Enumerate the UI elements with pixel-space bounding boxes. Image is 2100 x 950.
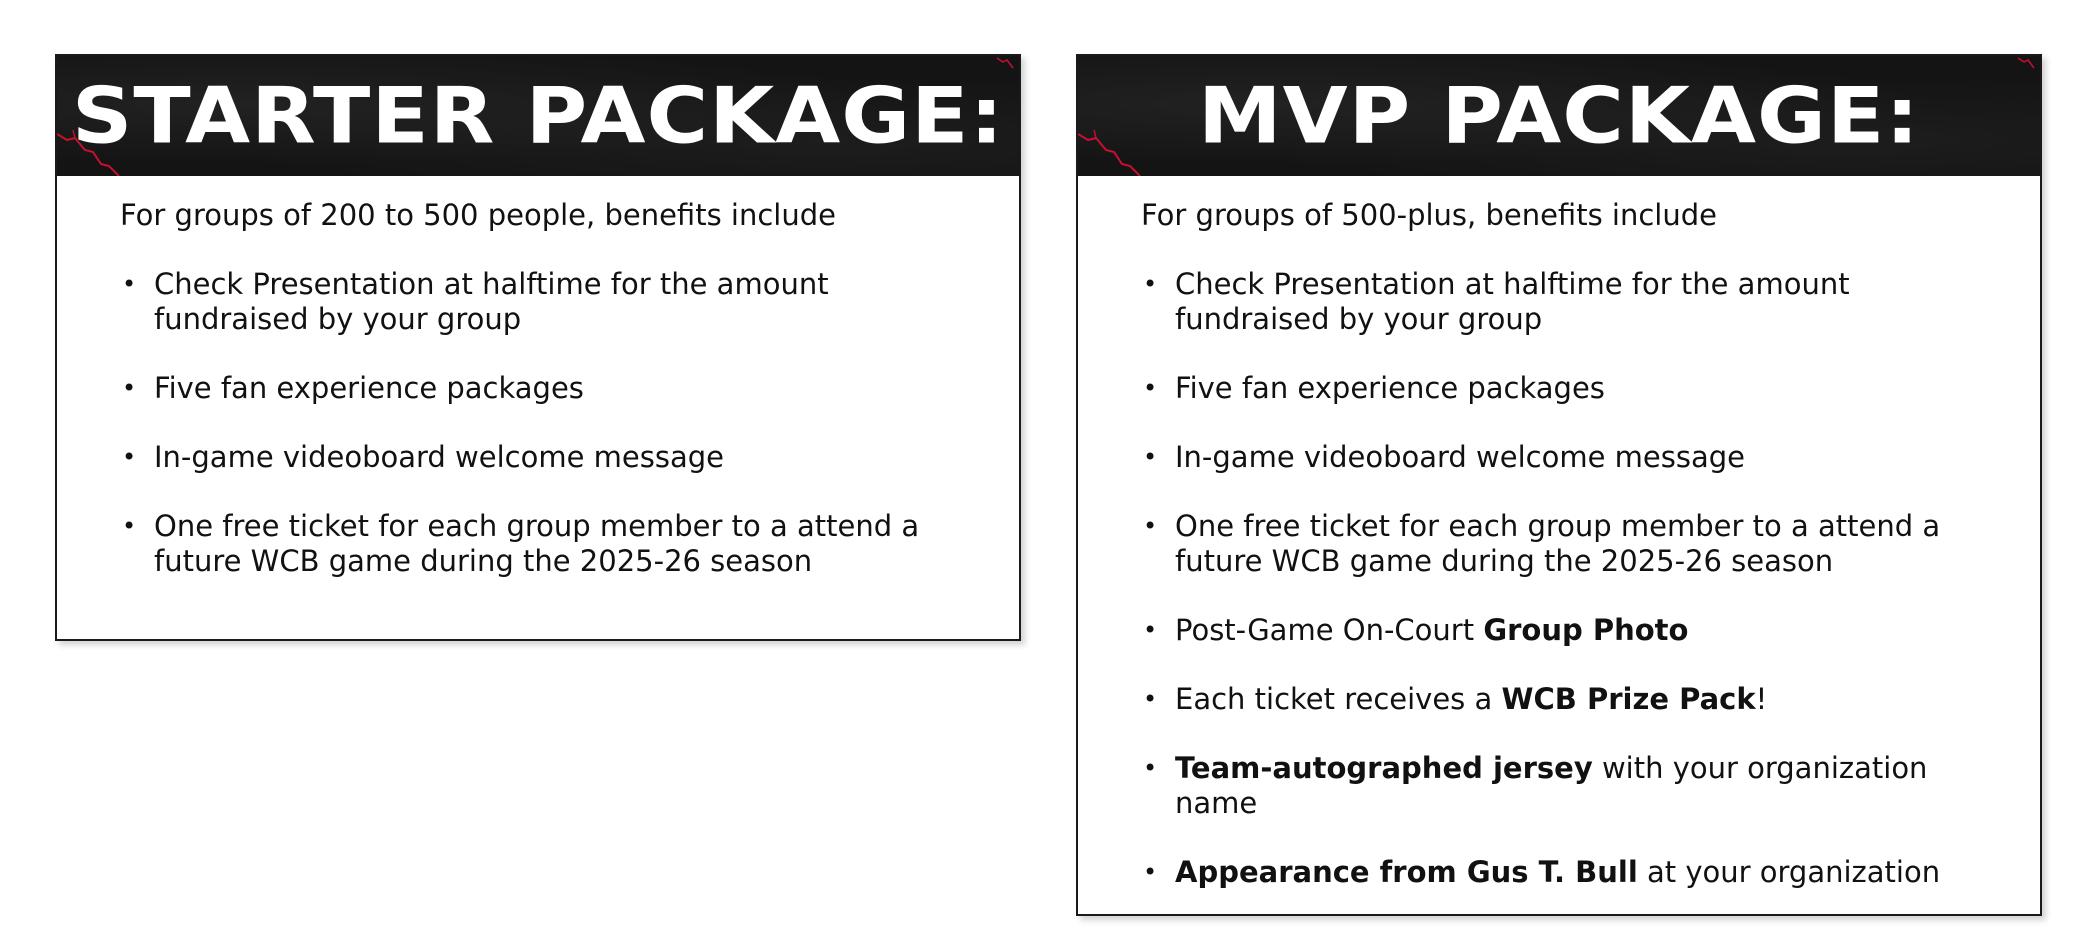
- mvp-benefits-list: [1141, 267, 1980, 890]
- benefit-text: [1175, 613, 1688, 647]
- bullet-icon: •: [1143, 616, 1158, 644]
- list-item: [1141, 371, 1980, 406]
- benefit-text-plain: Post-Game On-Court: [1175, 613, 1484, 647]
- starter-package-card: [55, 54, 1021, 641]
- bullet-icon: •: [122, 270, 137, 298]
- starter-package-intro: For groups of 200 to 500 people, benefits include: [120, 198, 836, 232]
- list-item: [1141, 682, 1980, 717]
- benefit-text-bold: WCB Prize Pack: [1501, 682, 1756, 716]
- benefit-text: [1175, 751, 1927, 820]
- benefit-text: One free ticket for each group member to a attend a future WCB game during the 2025-26 season: [1175, 509, 1941, 578]
- list-item: [1141, 613, 1980, 648]
- mvp-package-card: [1076, 54, 2042, 916]
- bullet-icon: •: [1143, 512, 1158, 540]
- mvp-package-title: MVP PACKAGE:: [1198, 70, 1920, 162]
- mvp-package-body: [1078, 176, 2040, 890]
- benefit-text: [1175, 855, 1940, 889]
- bullet-icon: •: [1143, 858, 1158, 886]
- benefit-text-bold: Team-autographed jersey: [1175, 751, 1593, 785]
- benefit-text: Check Presentation at halftime for the amount fundraised by your group: [1175, 267, 1850, 336]
- list-item: [1141, 751, 1980, 821]
- list-item: [1141, 267, 1980, 337]
- benefit-text-plain: with your organization name: [1175, 751, 1928, 820]
- bullet-icon: •: [122, 443, 137, 471]
- mvp-package-header: [1078, 56, 2040, 176]
- list-item: [120, 267, 959, 337]
- starter-package-body: [57, 176, 1019, 579]
- bullet-icon: •: [122, 374, 137, 402]
- red-crack-decoration: [1078, 126, 1148, 176]
- list-item: [120, 440, 959, 475]
- list-item: [1141, 440, 1980, 475]
- list-item: [1141, 509, 1980, 579]
- bullet-icon: •: [1143, 685, 1158, 713]
- bullet-icon: •: [1143, 754, 1158, 782]
- bullet-icon: •: [1143, 443, 1158, 471]
- starter-package-header: [57, 56, 1019, 176]
- benefit-text: Five fan experience packages: [1175, 371, 1605, 405]
- benefit-text: One free ticket for each group member to a attend a future WCB game during the 2025-26 season: [154, 509, 920, 578]
- mvp-package-intro: For groups of 500-plus, benefits include: [1141, 198, 1717, 232]
- benefit-text-plain: !: [1755, 682, 1768, 716]
- starter-benefits-list: [120, 267, 959, 579]
- list-item: [120, 371, 959, 406]
- red-crack-decoration: [2016, 56, 2036, 72]
- benefit-text: Check Presentation at halftime for the amount fundraised by your group: [154, 267, 829, 336]
- starter-package-title: STARTER PACKAGE:: [71, 70, 1005, 162]
- red-crack-decoration: [995, 56, 1015, 72]
- benefit-text-plain: Each ticket receives a: [1175, 682, 1502, 716]
- list-item: [1141, 855, 1980, 890]
- benefit-text-bold: Group Photo: [1483, 613, 1689, 647]
- benefit-text-plain: at your organization: [1637, 855, 1941, 889]
- bullet-icon: •: [1143, 374, 1158, 402]
- bullet-icon: •: [1143, 270, 1158, 298]
- benefit-text: Five fan experience packages: [154, 371, 584, 405]
- benefit-text: In-game videoboard welcome message: [154, 440, 725, 474]
- benefit-text: In-game videoboard welcome message: [1175, 440, 1746, 474]
- list-item: [120, 509, 959, 579]
- benefit-text: [1175, 682, 1767, 716]
- bullet-icon: •: [122, 512, 137, 540]
- benefit-text-bold: Appearance from Gus T. Bull: [1175, 855, 1638, 889]
